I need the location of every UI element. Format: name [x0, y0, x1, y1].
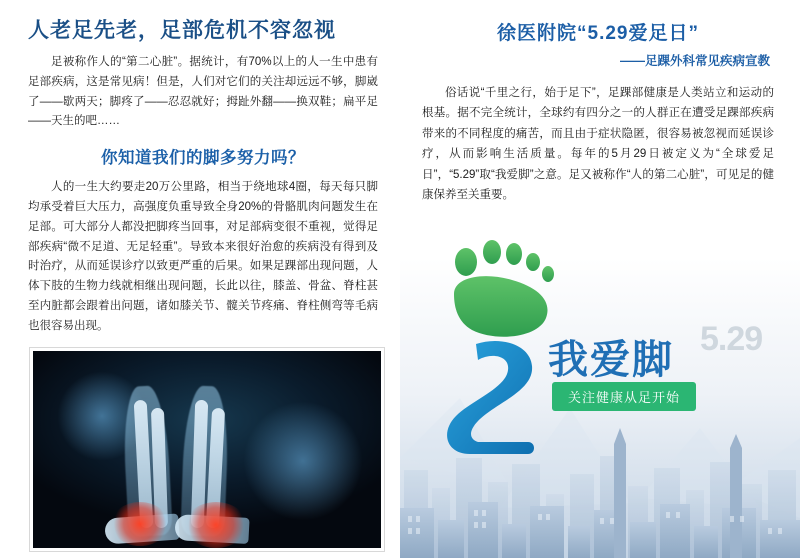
right-headline: 徐医附院“5.29爱足日” [497, 23, 699, 44]
right-subheadline: ——足踝外科常见疾病宣教 [619, 54, 770, 68]
left-headline: 人老足先老，足部危机不容忽视 [28, 19, 336, 42]
left-paragraph-2: 人的一生大约要走20万公里路，相当于绕地球4圈，每天每只脚均承受着巨大压力，高强度负重导致全身20%的骨骼肌肉问题发生在足部。可大部分人都没把脚疼当回事，对足部病变很不重视，觉得足部疾病“微不足道、无足轻重”。导致本来很好治愈的疾病没有得到及时治疗，从而延误诊疗以致更严重的后果。如果足踝部出现问题，人体下肢的生物力线就相继出现问题，长此以往，膝盖、骨盆、脊柱甚至内脏都会跟着出问题，诸如膝关节、髋关节疼痛、脊柱侧弯等毛病也很容易出现。 [28, 181, 378, 332]
logo-slogan-badge: 关注健康从足开始 [552, 382, 696, 411]
left-paragraph-1: 足被称作人的“第二心脏”。据统计，有70%以上的人一生中患有足部疾病，这是常见病！但是，人们对它们的关注却远远不够，脚崴了——歇两天；脚疼了——忍忍就好；拇趾外翻——换双鞋；扁平足——天生的吧…… [28, 56, 378, 128]
xray-glow-right [243, 401, 363, 521]
right-column [400, 0, 800, 558]
love-foot-logo [400, 232, 800, 462]
right-text-block [400, 0, 800, 206]
right-paragraph: 俗话说“千里之行，始于足下”，足踝部健康是人类站立和运动的根基。据不完全统计，全球约有四分之一的人群正在遭受足踝部疾病带来的不同程度的痛苦，而且由于症状隐匿，很容易被忽视而延误诊疗，从而影响生活质量。每年的5月29日被定义为“全球爱足日”，“5.29”取“我爱脚”之意。足又被称作“人的第二心脏”，可见足的健康保养至关重要。 [422, 87, 774, 202]
logo-brand-text: 我爱脚 [548, 338, 674, 382]
logo-date-text: 5.29 [700, 320, 763, 358]
left-subheadline: 你知道我们的脚多努力吗？ [101, 149, 305, 168]
xray-photo [30, 348, 384, 551]
